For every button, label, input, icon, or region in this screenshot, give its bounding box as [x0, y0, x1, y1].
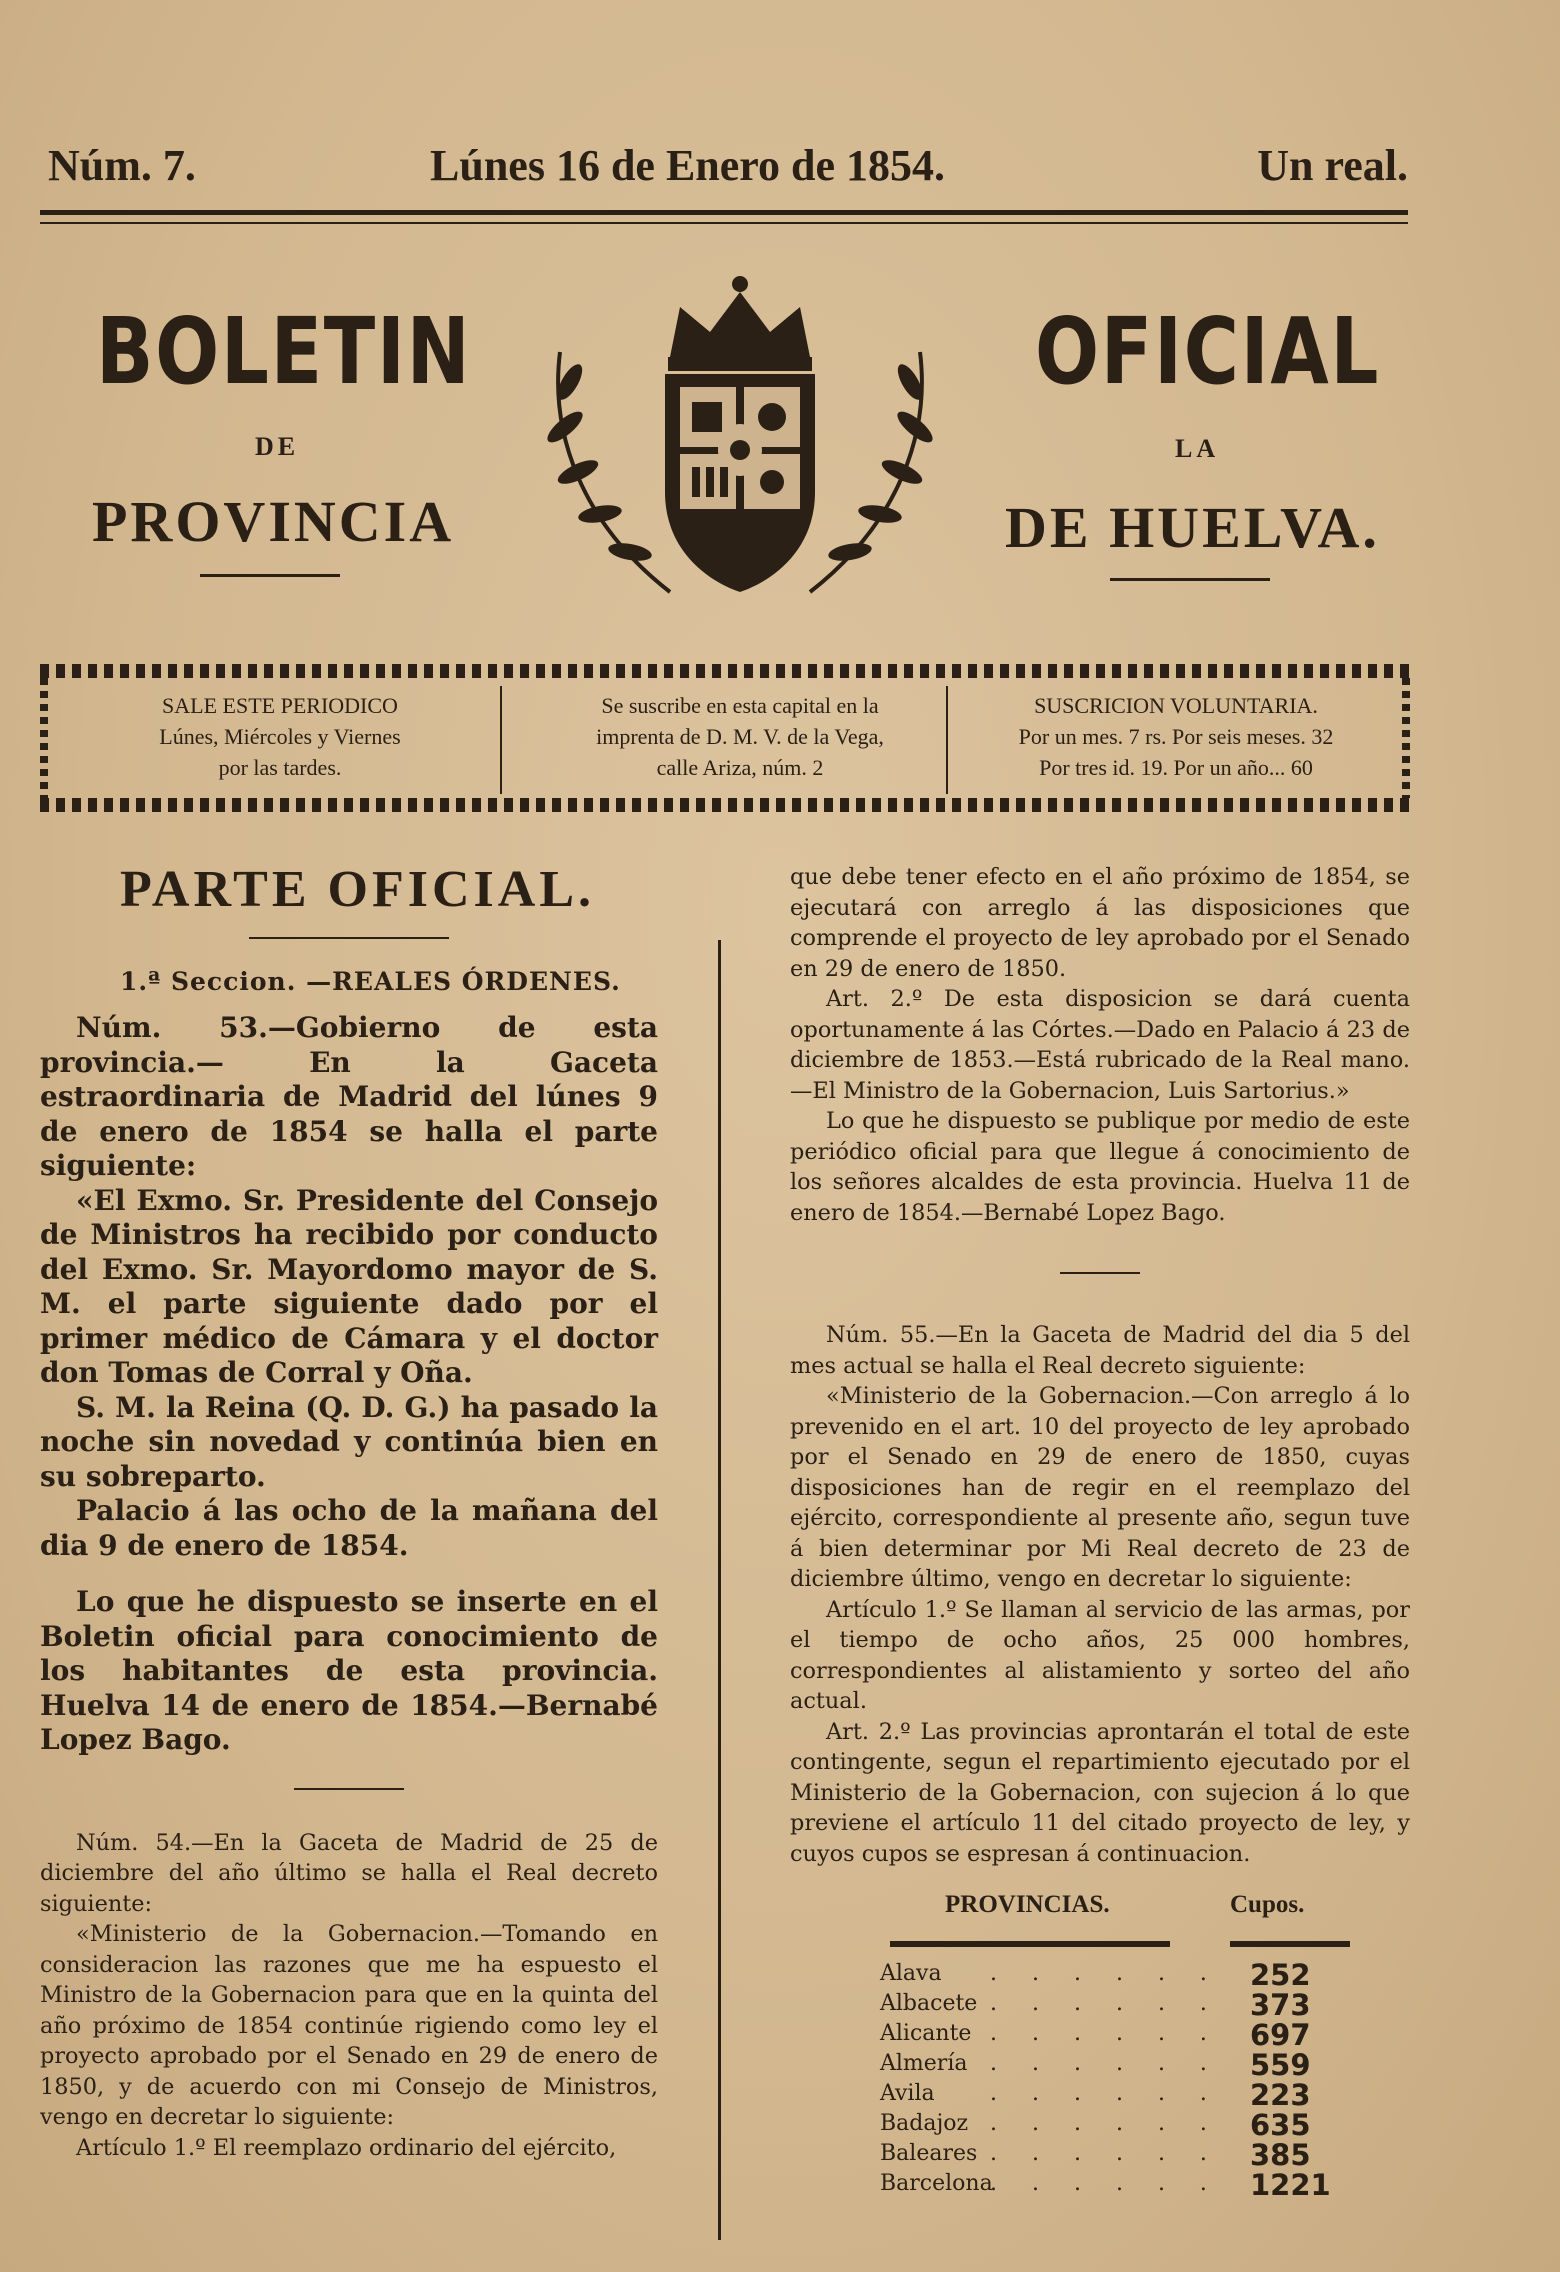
masthead-rule-thin [40, 222, 1408, 224]
title-oficial: OFICIAL [1035, 298, 1381, 405]
info-subscription-place: Se suscribe en esta capital en la imprenta de D. M. V. de la Vega, calle Ariza, núm. 2 [596, 693, 884, 780]
title-de: DE [255, 432, 300, 461]
right-column [790, 862, 1410, 2201]
article-paragraph: Art. 2.º De esta disposicion se dará cuenta oportunamente á las Córtes.—Dado en Palacio á 23 de diciembre de 1853.—Está rubricado de la Real mano.—El Ministro de la Gobernacion, Luis Sartorius.» [790, 986, 1410, 1104]
chain-border-top [40, 664, 1410, 678]
left-column [40, 860, 658, 2163]
table-row: Baleares . . . . . . 385 [880, 2138, 1311, 2172]
article-paragraph: Núm. 55.—En la Gaceta de Madrid del dia 5 del mes actual se halla el Real decreto siguiente: [790, 1322, 1410, 1379]
title-ornament-left [200, 574, 340, 577]
issue-date: Lúnes 16 de Enero de 1854. [430, 141, 946, 190]
chain-border-right [1402, 678, 1410, 798]
quota-table-rules [790, 1931, 1410, 1961]
chain-border-bottom [40, 798, 1410, 812]
article-separator [294, 1788, 404, 1790]
info-publication-days: SALE ESTE PERIODICO Lúnes, Miércoles y Viernes por las tardes. [159, 693, 401, 780]
article-paragraph: S. M. la Reina (Q. D. G.) ha pasado la noche sin novedad y continúa bien en su sobreparto. [40, 1390, 658, 1493]
table-row: Barcelona . . . . . . 1221 [880, 2168, 1331, 2202]
info-separator [946, 686, 948, 794]
title-provincia: PROVINCIA [92, 489, 455, 554]
info-subscription-prices: SUSCRICION VOLUNTARIA. Por un mes. 7 rs. Por seis meses. 32 Por tres id. 19. Por un año... 60 [1018, 693, 1334, 780]
column-divider [718, 940, 721, 2240]
info-separator [500, 686, 502, 794]
quota-table [790, 1958, 1410, 2202]
table-row: Almería . . . . . . 559 [880, 2048, 1311, 2082]
column-header-cupos: Cupos. [1230, 1891, 1305, 1918]
masthead-rule [40, 210, 1408, 215]
table-row: Albacete . . . . . . 373 [880, 1988, 1311, 2022]
article-paragraph: «El Exmo. Sr. Presidente del Consejo de Ministros ha recibido por conducto del Exmo. Sr. Mayordomo mayor de S. M. el parte siguiente dado por el primer médico de Cámara y el doctor don Tomas de Corral y Oña. [40, 1183, 658, 1389]
column-header-provincias: PROVINCIAS. [945, 1891, 1110, 1918]
title-huelva: DE HUELVA. [1005, 495, 1380, 560]
royal-crest-icon [520, 262, 960, 622]
article-separator [1060, 1272, 1140, 1274]
issue-price: Un real. [1257, 141, 1408, 190]
title-boletin: BOLETIN [96, 298, 472, 405]
table-row: Badajoz . . . . . . 635 [880, 2108, 1311, 2142]
article-paragraph: que debe tener efecto en el año próximo de 1854, se ejecutará con arreglo á las disposiciones que comprende el proyecto de ley aprobado por el Senado en 29 de enero de 1850. [790, 864, 1410, 982]
issue-number: Núm. 7. [48, 141, 196, 190]
table-row: Alicante . . . . . . 697 [880, 2018, 1311, 2052]
quota-table-header [790, 1891, 1410, 1931]
article-paragraph: Palacio á las ocho de la mañana del dia 9 de enero de 1854. [40, 1494, 658, 1562]
article-paragraph: Artículo 1.º El reemplazo ordinario del ejército, [76, 2134, 617, 2161]
article-paragraph: Artículo 1.º Se llaman al servicio de las armas, por el tiempo de ocho años, 25 000 hombres, correspondientes al alistamiento y sorteo del año actual. [790, 1596, 1410, 1714]
title-ornament-right [1110, 578, 1270, 581]
article-paragraph: «Ministerio de la Gobernacion.—Con arreglo á lo prevenido en el art. 10 del proyecto de ley aprobado por el Senado en 29 de enero de 1850, cuyas disposiciones han de regir en el reemplazo del ejército, correspondiente al presente año, segun tuve á bien determinar por Mi Real decreto de 23 de diciembre último, vengo en decretar lo siguiente: [790, 1383, 1410, 1592]
article-paragraph: Lo que he dispuesto se inserte en el Boletin oficial para conocimiento de los habitantes de esta provincia. Huelva 14 de enero de 1854.—Bernabé Lopez Bago. [40, 1585, 658, 1756]
table-row: Avila . . . . . . 223 [880, 2078, 1311, 2112]
table-row: Alava . . . . . . 252 [880, 1958, 1311, 1992]
section-rule [249, 937, 449, 939]
article-paragraph: «Ministerio de la Gobernacion.—Tomando en consideracion las razones que me ha espuesto el Ministro de la Gobernacion para que en la quinta del año próximo de 1854 continúe rigiendo como ley el proyecto aprobado por el Senado en 29 de enero de 1850, y de acuerdo con mi Consejo de Ministros, vengo en decretar lo siguiente: [40, 1921, 658, 2130]
section-heading: PARTE OFICIAL. [120, 861, 596, 918]
subscription-info-box [40, 664, 1410, 812]
chain-border-left [40, 678, 48, 798]
article-paragraph: Núm. 53.—Gobierno de esta provincia.— En la Gaceta estraordinaria de Madrid del lúnes 9 de enero de 1854 se halla el parte siguiente: [40, 1011, 658, 1182]
title-la: LA [1175, 434, 1220, 463]
article-paragraph: Art. 2.º Las provincias aprontarán el total de este contingente, segun el repartimiento ejecutado por el Ministerio de la Gobernacion, con sujecion á lo que previene el artículo 11 del citado proyecto de ley, y cuyos cupos se espresan á continuacion. [790, 1718, 1410, 1867]
article-paragraph: Núm. 54.—En la Gaceta de Madrid de 25 de diciembre del año último se halla el Real decreto siguiente: [40, 1829, 658, 1917]
subsection-heading: 1.ª Seccion. —REALES ÓRDENES. [120, 967, 621, 996]
article-paragraph: Lo que he dispuesto se publique por medio de este periódico oficial para que llegue á conocimiento de los señores alcaldes de esta provincia. Huelva 11 de enero de 1854.—Bernabé Lopez Bago. [790, 1108, 1410, 1226]
